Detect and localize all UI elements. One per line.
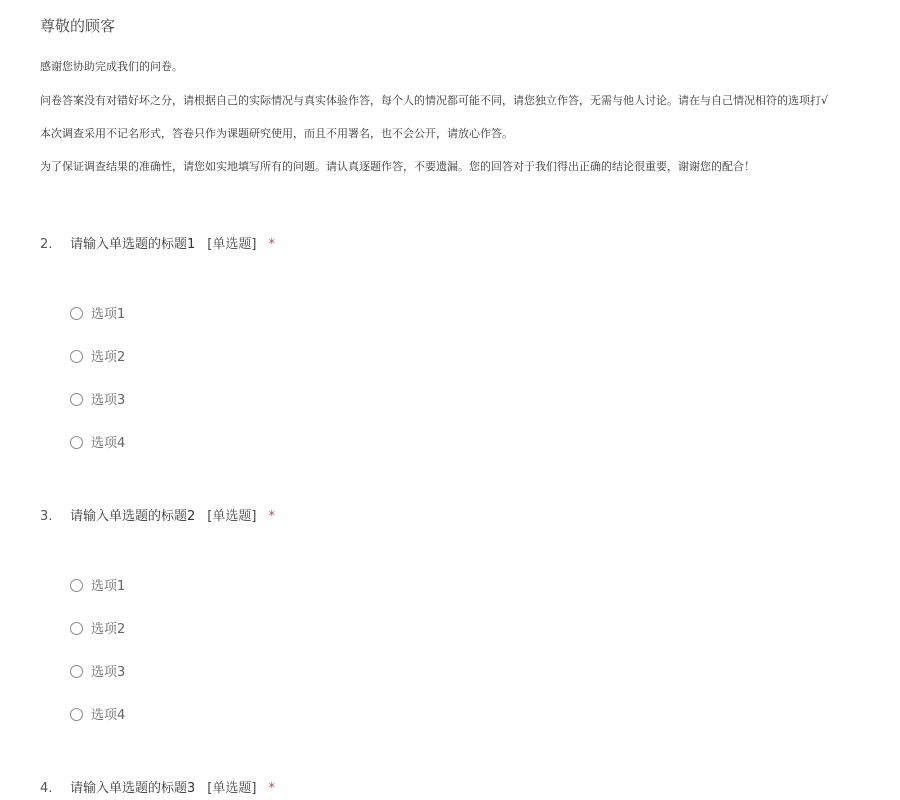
question-number: 4. [40, 781, 53, 796]
question-number: 2. [40, 237, 53, 252]
question-title: 请输入单选题的标题3 [70, 781, 196, 796]
option-label: 选项2 [91, 621, 126, 637]
radio-button-icon[interactable] [70, 665, 83, 678]
option-label: 选项4 [91, 707, 126, 723]
question-header [40, 235, 275, 255]
required-asterisk: * [268, 781, 275, 796]
required-asterisk: * [268, 237, 275, 252]
radio-button-icon[interactable] [70, 622, 83, 635]
question-title: 请输入单选题的标题2 [70, 509, 196, 524]
option-label: 选项3 [91, 392, 126, 408]
radio-option[interactable] [70, 348, 125, 366]
option-label: 选项1 [91, 578, 126, 594]
question-type-label: [单选题] [207, 237, 257, 252]
option-label: 选项2 [91, 349, 126, 365]
radio-button-icon[interactable] [70, 350, 83, 363]
radio-button-icon[interactable] [70, 436, 83, 449]
intro-line-thanks: 感谢您协助完成我们的问卷。 [40, 60, 183, 73]
radio-button-icon[interactable] [70, 579, 83, 592]
question-header [40, 779, 275, 799]
greeting-title: 尊敬的顾客 [40, 17, 116, 35]
radio-button-icon[interactable] [70, 708, 83, 721]
question-block [0, 235, 900, 495]
radio-button-icon[interactable] [70, 393, 83, 406]
intro-line-accuracy: 为了保证调查结果的准确性，请您如实地填写所有的问题。请认真逐题作答，不要遗漏。您的回答对于我们得出正确的结论很重要，谢谢您的配合！ [40, 160, 755, 173]
question-number: 3. [40, 509, 53, 524]
radio-option[interactable] [70, 305, 125, 323]
radio-option[interactable] [70, 391, 125, 409]
radio-option[interactable] [70, 577, 125, 595]
question-block [0, 779, 900, 800]
question-block [0, 507, 900, 767]
option-label: 选项3 [91, 664, 126, 680]
question-type-label: [单选题] [207, 781, 257, 796]
question-header [40, 507, 275, 527]
option-label: 选项1 [91, 306, 126, 322]
intro-line-instructions: 问卷答案没有对错好坏之分，请根据自己的实际情况与真实体验作答，每个人的情况都可能不同，请您独立作答，无需与他人讨论。请在与自己情况相符的选项打√ [40, 94, 829, 107]
required-asterisk: * [268, 509, 275, 524]
radio-option[interactable] [70, 434, 125, 452]
radio-option[interactable] [70, 706, 125, 724]
question-type-label: [单选题] [207, 509, 257, 524]
option-label: 选项4 [91, 435, 126, 451]
radio-button-icon[interactable] [70, 307, 83, 320]
intro-line-anonymous: 本次调查采用不记名形式，答卷只作为课题研究使用，而且不用署名，也不会公开，请放心作答。 [40, 127, 513, 140]
radio-option[interactable] [70, 663, 125, 681]
radio-option[interactable] [70, 620, 125, 638]
question-title: 请输入单选题的标题1 [70, 237, 196, 252]
